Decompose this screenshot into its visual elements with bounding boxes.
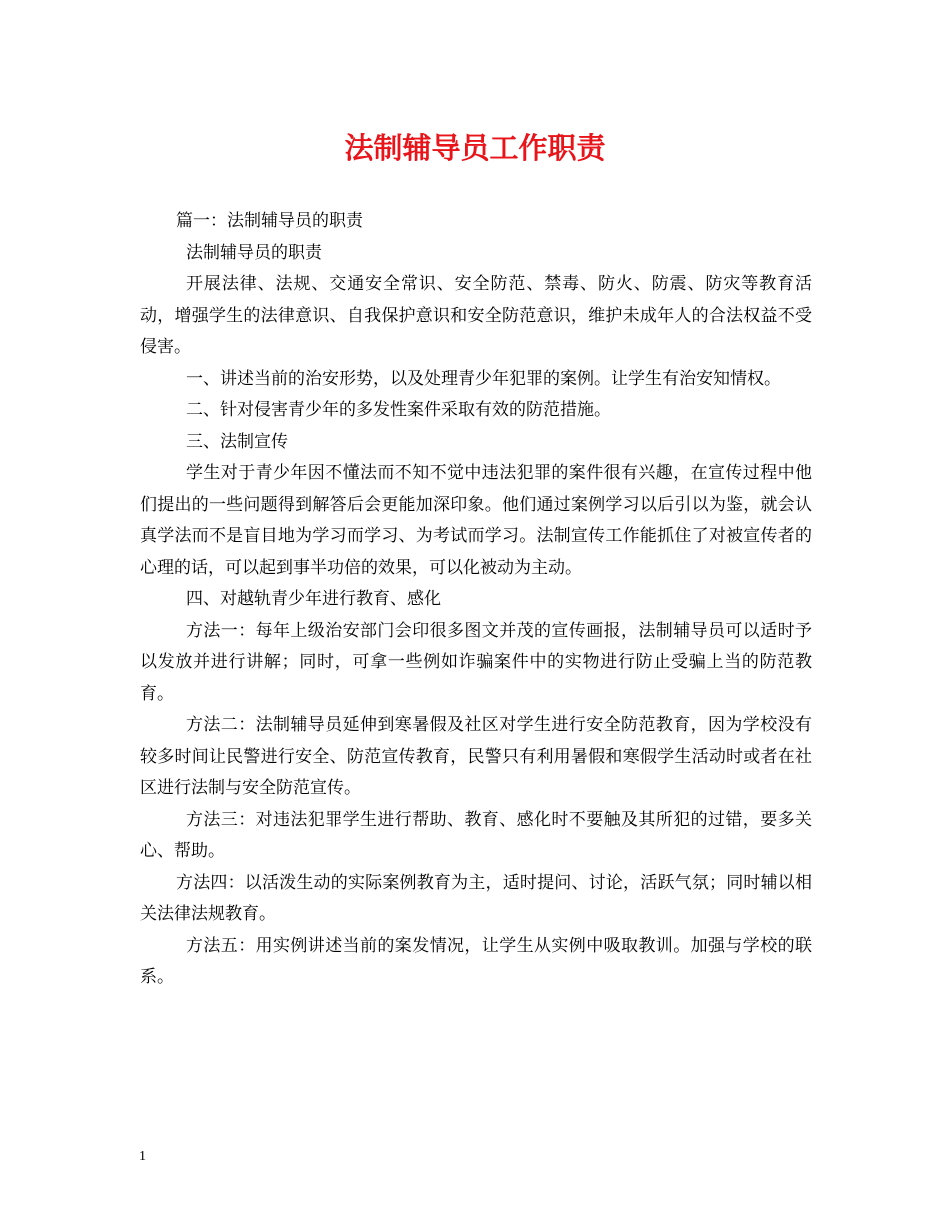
subsection-heading: 法制辅导员的职责 xyxy=(186,242,322,263)
paragraph: 方法三：对违法犯罪学生进行帮助、教育、感化时不要触及其所犯的过错，要多关心、帮助。 xyxy=(140,809,812,861)
paragraph: 方法二：法制辅导员延伸到寒暑假及社区对学生进行安全防范教育，因为学校没有较多时间让民警进行安全、防范宣传教育，民警只有利用暑假和寒假学生活动时或者在社区进行法制与安全防范宣传。 xyxy=(140,715,812,798)
paragraph: 方法五：用实例讲述当前的案发情况，让学生从实例中吸取教训。加强与学校的联系。 xyxy=(140,935,812,987)
paragraph: 四、对越轨青少年进行教育、感化 xyxy=(186,589,441,609)
paragraph: 方法一：每年上级治安部门会印很多图文并茂的宣传画报，法制辅导员可以适时予以发放并进行讲解；同时，可拿一些例如诈骗案件中的实物进行防止受骗上当的防范教育。 xyxy=(140,620,812,704)
section-heading: 篇一：法制辅导员的职责 xyxy=(176,211,363,231)
paragraph: 二、针对侵害青少年的多发性案件采取有效的防范措施。 xyxy=(186,400,611,420)
paragraph: 学生对于青少年因不懂法而不知不觉中违法犯罪的案件很有兴趣，在宣传过程中他们提出的一些问题得到解答后会更能加深印象。他们通过案例学习以后引以为鉴，就会认真学法而不是盲目地为学习而学习、为考试而学习。法制宣传工作能抓住了对被宣传者的心理的话，可以起到事半功倍的效果，可以化被动为主动。 xyxy=(140,463,812,578)
document-title: 法制辅导员工作职责 xyxy=(344,131,606,165)
document-body xyxy=(140,206,812,994)
paragraph: 方法四：以活泼生动的实际案例教育为主，适时提问、讨论，活跃气氛；同时辅以相关法律法规教育。 xyxy=(140,872,812,924)
paragraph: 三、法制宣传 xyxy=(186,431,288,452)
paragraph: 一、讲述当前的治安形势，以及处理青少年犯罪的案例。让学生有治安知情权。 xyxy=(186,368,781,389)
paragraph: 开展法律、法规、交通安全常识、安全防范、禁毒、防火、防震、防灾等教育活动，增强学生的法律意识、自我保护意识和安全防范意识，维护未成年人的合法权益不受侵害。 xyxy=(140,274,812,357)
page-number: 1 xyxy=(139,1149,146,1164)
